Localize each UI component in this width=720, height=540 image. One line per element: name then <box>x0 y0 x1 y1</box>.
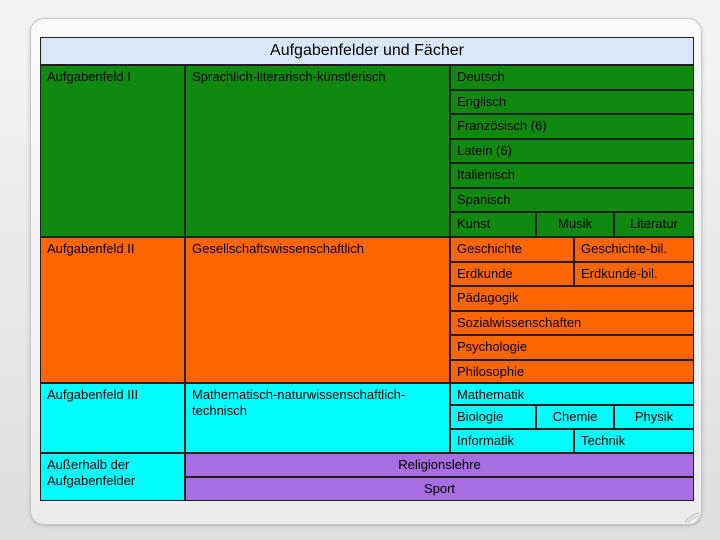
table-title: Aufgabenfelder und Fächer <box>40 37 694 65</box>
feld1-subject-kunst: Kunst <box>450 212 536 237</box>
feld2-subject-geschichte: Geschichte <box>450 237 574 262</box>
feld3-subject-physik: Physik <box>614 405 694 429</box>
feld1-subject-italienisch: Italienisch <box>450 163 694 188</box>
feld2-subject-philosophie: Philosophie <box>450 360 694 383</box>
decorative-swoosh-icon <box>684 512 700 524</box>
feld2-subject-erdkunde: Erdkunde <box>450 262 574 286</box>
subjects-table <box>40 37 694 501</box>
feld1-name: Aufgabenfeld I <box>40 65 185 237</box>
feld1-subject-franzoesisch: Französisch (6) <box>450 114 694 139</box>
feld3-subject-mathematik: Mathematik <box>450 383 694 405</box>
feld1-subject-latein: Latein (6) <box>450 139 694 163</box>
feld2-subject-psychologie: Psychologie <box>450 335 694 360</box>
feld3-category: Mathematisch-naturwissenschaftlich-technisch <box>185 383 450 453</box>
feld3-subject-technik: Technik <box>574 429 694 453</box>
feld1-subject-musik: Musik <box>536 212 614 237</box>
feld2-category: Gesellschaftswissenschaftlich <box>185 237 450 383</box>
feld2-subject-sozialwissenschaften: Sozialwissenschaften <box>450 311 694 335</box>
outside-sport: Sport <box>185 477 694 501</box>
outside-name: Außerhalb der Aufgabenfelder <box>40 453 185 501</box>
feld3-subject-biologie: Biologie <box>450 405 536 429</box>
feld1-category: Sprachlich-literarisch-künstlerisch <box>185 65 450 237</box>
feld1-subject-spanisch: Spanisch <box>450 188 694 212</box>
feld2-subject-paedagogik: Pädagogik <box>450 286 694 311</box>
feld2-subject-erdkunde-bil: Erdkunde-bil. <box>574 262 694 286</box>
feld1-subject-deutsch: Deutsch <box>450 65 694 90</box>
feld2-subject-geschichte-bil: Geschichte-bil. <box>574 237 694 262</box>
feld3-subject-informatik: Informatik <box>450 429 574 453</box>
feld3-name: Aufgabenfeld III <box>40 383 185 453</box>
feld1-subject-englisch: Englisch <box>450 90 694 114</box>
feld1-subject-literatur: Literatur <box>614 212 694 237</box>
outside-religionslehre: Religionslehre <box>185 453 694 477</box>
feld3-subject-chemie: Chemie <box>536 405 614 429</box>
feld2-name: Aufgabenfeld II <box>40 237 185 383</box>
